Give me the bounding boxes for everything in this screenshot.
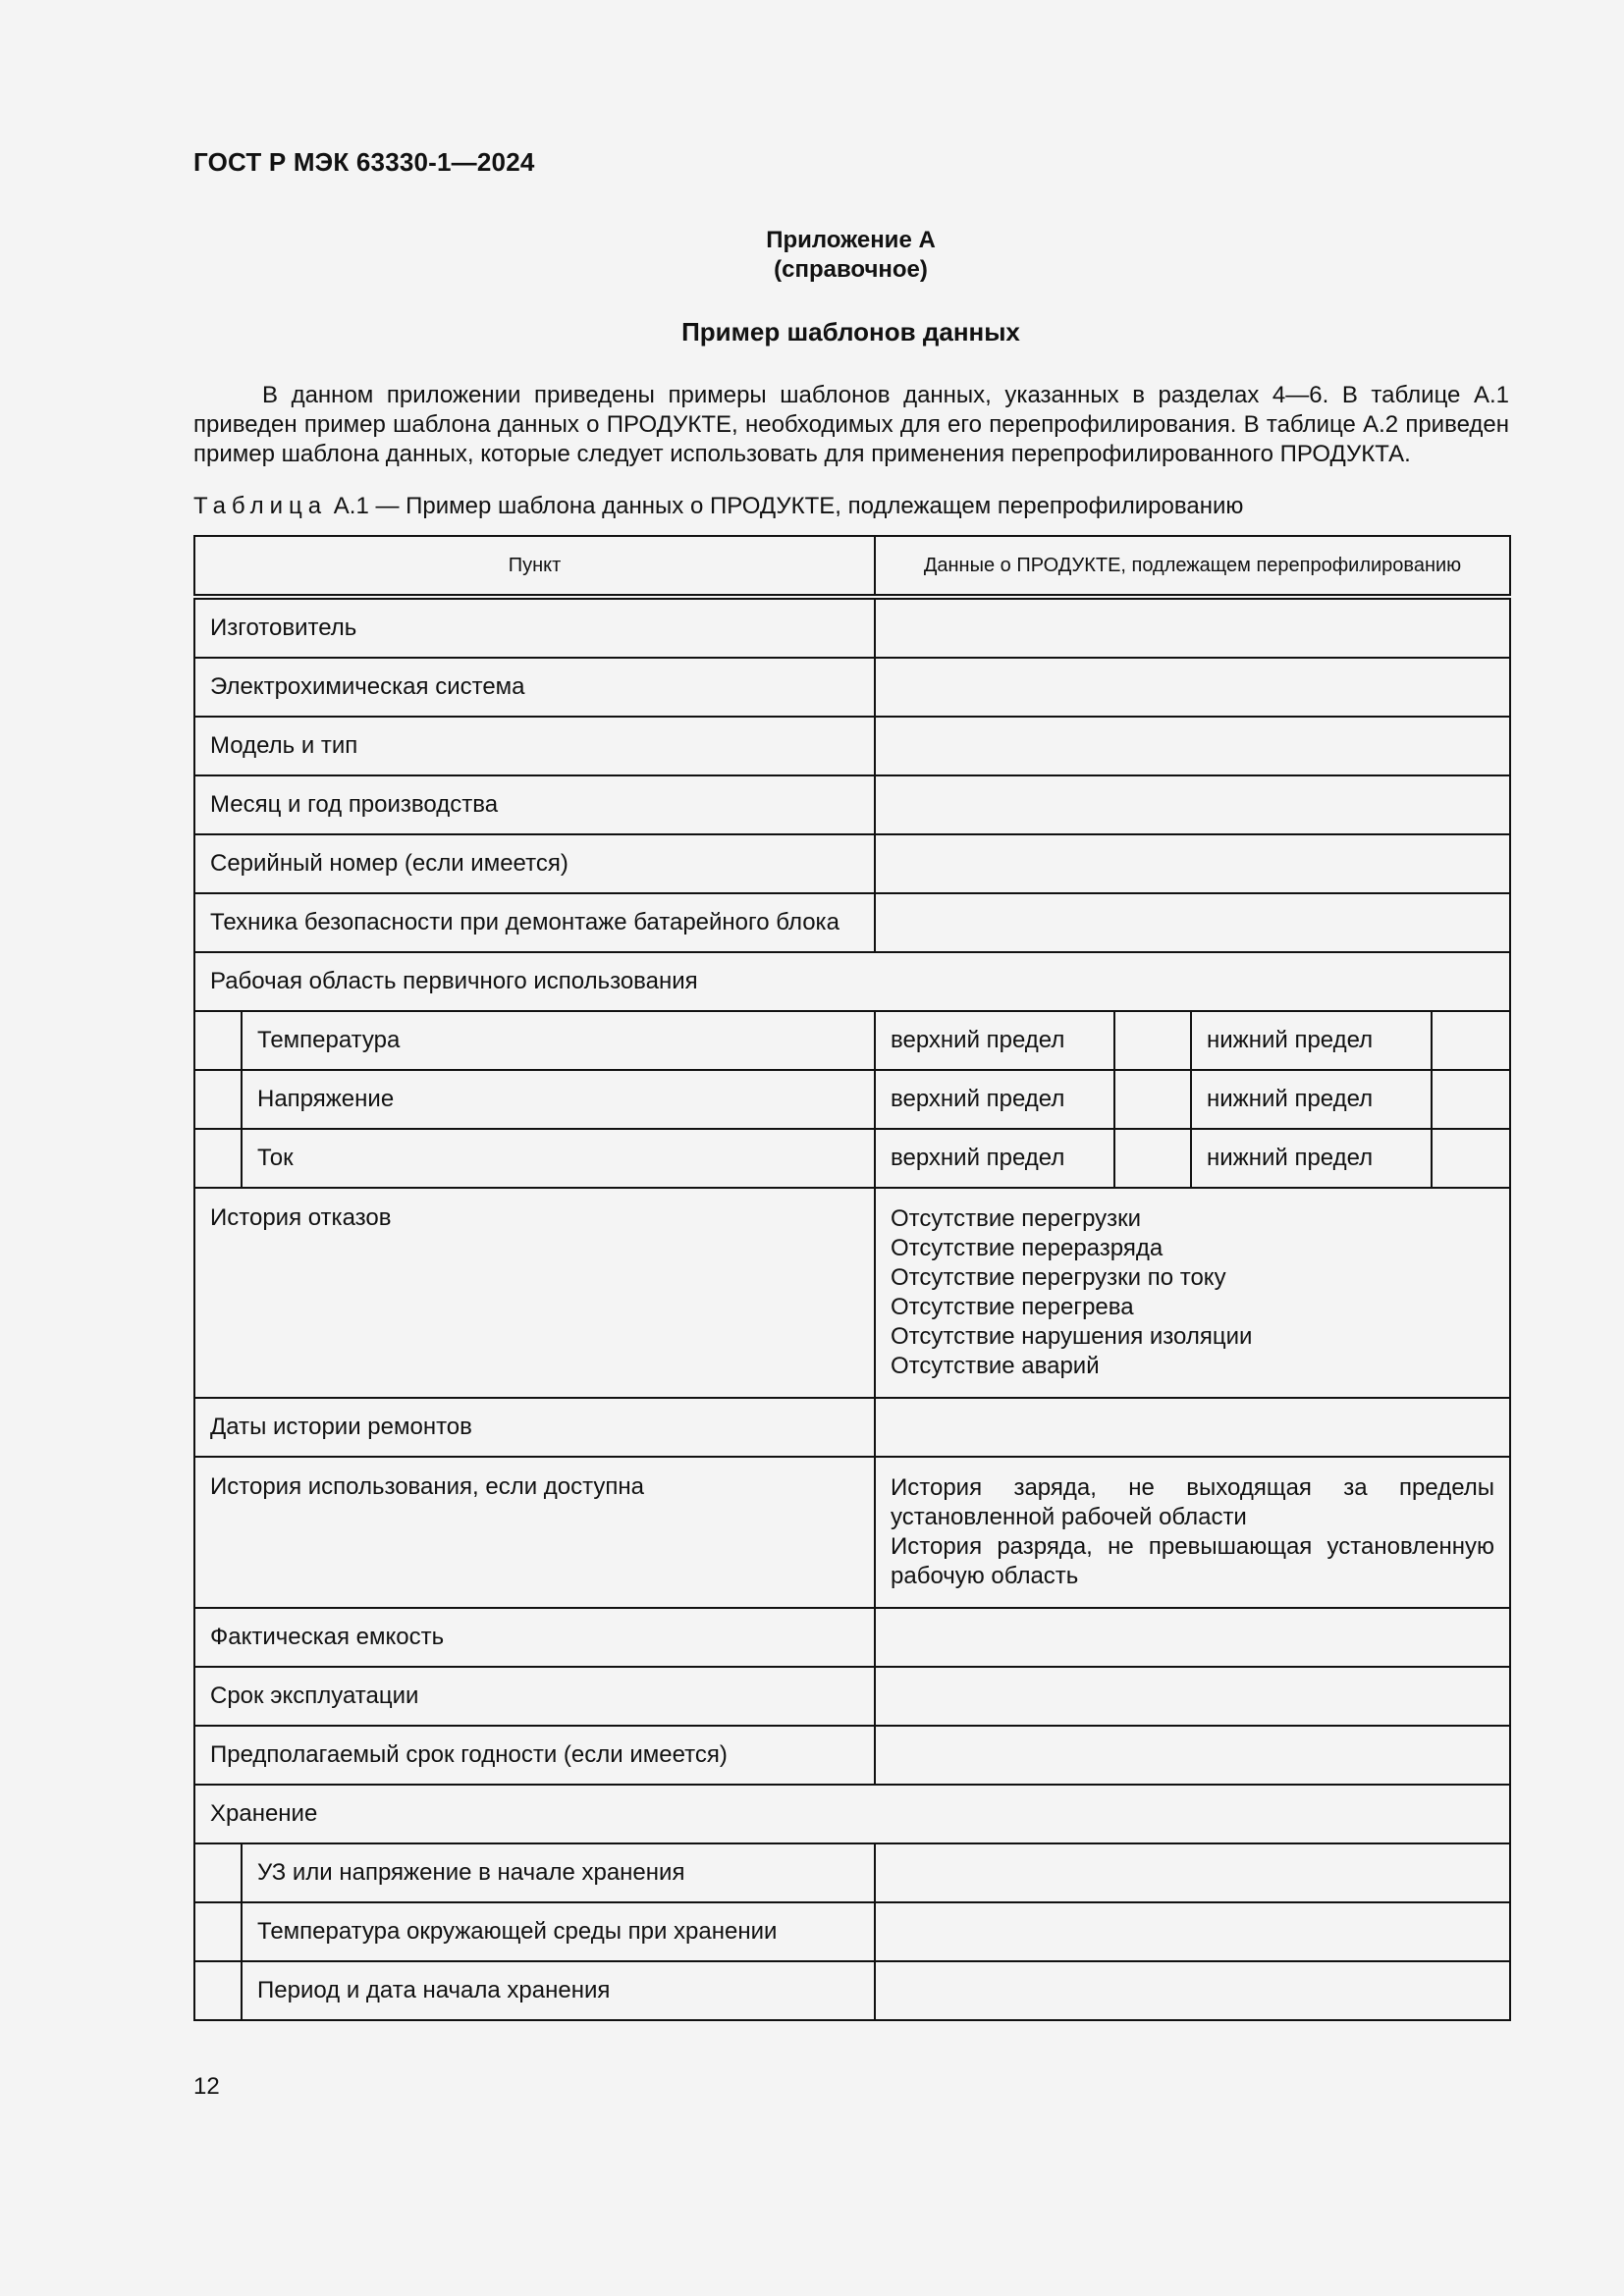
header-data: Данные о ПРОДУКТЕ, подлежащем перепрофилированию [875,536,1510,597]
upper-limit-label: верхний предел [875,1011,1114,1070]
table-row [194,1726,1510,1785]
repair-dates-label: Даты истории ремонтов [194,1398,875,1457]
storage-item-label: Температура окружающей среды при хранении [242,1902,875,1961]
indent-cell [194,1902,242,1961]
row-value-empty [875,834,1510,893]
row-label: Техника безопасности при демонтаже батарейного блока [194,893,875,952]
table-row [194,1667,1510,1726]
row-value-empty [875,1608,1510,1667]
table-row [194,775,1510,834]
header-item: Пункт [194,536,875,597]
row-value-empty [875,1961,1510,2020]
operating-item-label: Температура [242,1011,875,1070]
failure-history-values [875,1188,1510,1398]
upper-limit-label: верхний предел [875,1129,1114,1188]
lower-limit-label: нижний предел [1191,1070,1432,1129]
row-label: Электрохимическая система [194,658,875,717]
row-label: Модель и тип [194,717,875,775]
appendix-title: Приложение А [766,227,936,253]
table-row [194,1398,1510,1457]
storage-item-label: УЗ или напряжение в начале хранения [242,1843,875,1902]
row-label: Срок эксплуатации [194,1667,875,1726]
indent-cell [194,1843,242,1902]
table-row [194,1011,1510,1070]
row-value-empty [875,1902,1510,1961]
storage-label: Хранение [194,1785,1510,1843]
document-code: ГОСТ Р МЭК 63330-1—2024 [193,147,535,177]
row-value-empty [875,1398,1510,1457]
row-value-empty [875,1726,1510,1785]
row-value-empty [875,775,1510,834]
row-label: Месяц и год производства [194,775,875,834]
lower-limit-value [1432,1129,1510,1188]
table-header-row [194,536,1510,597]
row-label: Изготовитель [194,597,875,658]
table-row [194,1843,1510,1902]
row-label: Серийный номер (если имеется) [194,834,875,893]
table-row [194,1961,1510,2020]
table-row [194,1457,1510,1608]
indent-cell [194,1961,242,2020]
table-row [194,1785,1510,1843]
row-label: Предполагаемый срок годности (если имеется) [194,1726,875,1785]
table-row [194,1070,1510,1129]
usage-history-item: История разряда, не превышающая установленную рабочую область [891,1533,1495,1589]
lower-limit-label: нижний предел [1191,1129,1432,1188]
table-row [194,597,1510,658]
upper-limit-value [1114,1070,1191,1129]
table-row [194,834,1510,893]
operating-item-label: Ток [242,1129,875,1188]
lower-limit-label: нижний предел [1191,1011,1432,1070]
storage-item-label: Период и дата начала хранения [242,1961,875,2020]
row-label: Фактическая емкость [194,1608,875,1667]
failure-history-item: Отсутствие переразряда [891,1235,1164,1261]
upper-limit-value [1114,1129,1191,1188]
usage-history-item: История заряда, не выходящая за пределы установленной рабочей области [891,1474,1495,1530]
failure-history-item: Отсутствие перегрева [891,1294,1134,1320]
indent-cell [194,1070,242,1129]
row-value-empty [875,893,1510,952]
failure-history-item: Отсутствие нарушения изоляции [891,1323,1253,1350]
table-row [194,1188,1510,1398]
operating-item-label: Напряжение [242,1070,875,1129]
failure-history-item: Отсутствие перегрузки [891,1205,1142,1232]
operating-area-label: Рабочая область первичного использования [194,952,1510,1011]
failure-history-label: История отказов [194,1188,875,1398]
table-caption-text: А.1 — Пример шаблона данных о ПРОДУКТЕ, подлежащем перепрофилированию [333,493,1244,519]
table-row [194,893,1510,952]
row-value-empty [875,658,1510,717]
table-row [194,952,1510,1011]
intro-paragraph: В данном приложении приведены примеры шаблонов данных, указанных в разделах 4—6. В таблице А.1 приведен пример шаблона данных о ПРОДУКТЕ, необходимых для его перепрофилирования. В таблице А.2 приведен пример шаблона данных, которые следует использовать для применения перепрофилированного ПРОДУКТА. [193,382,1509,467]
table-row [194,658,1510,717]
table-row [194,1129,1510,1188]
row-value-empty [875,717,1510,775]
table-caption [193,493,1243,520]
upper-limit-label: верхний предел [875,1070,1114,1129]
appendix-subtitle: (справочное) [774,256,928,283]
row-value-empty [875,1667,1510,1726]
failure-history-item: Отсутствие перегрузки по току [891,1264,1226,1291]
usage-history-label: История использования, если доступна [194,1457,875,1608]
upper-limit-value [1114,1011,1191,1070]
row-value-empty [875,1843,1510,1902]
appendix-heading [0,226,1624,285]
indent-cell [194,1011,242,1070]
lower-limit-value [1432,1070,1510,1129]
lower-limit-value [1432,1011,1510,1070]
usage-history-values [875,1457,1510,1608]
data-template-table [193,535,1511,2021]
row-value-empty [875,597,1510,658]
table-caption-prefix: Таблица [193,493,328,519]
table-row [194,1608,1510,1667]
page-number: 12 [193,2073,220,2100]
failure-history-item: Отсутствие аварий [891,1353,1100,1379]
indent-cell [194,1129,242,1188]
section-title: Пример шаблонов данных [681,317,1020,347]
table-row [194,1902,1510,1961]
table-row [194,717,1510,775]
